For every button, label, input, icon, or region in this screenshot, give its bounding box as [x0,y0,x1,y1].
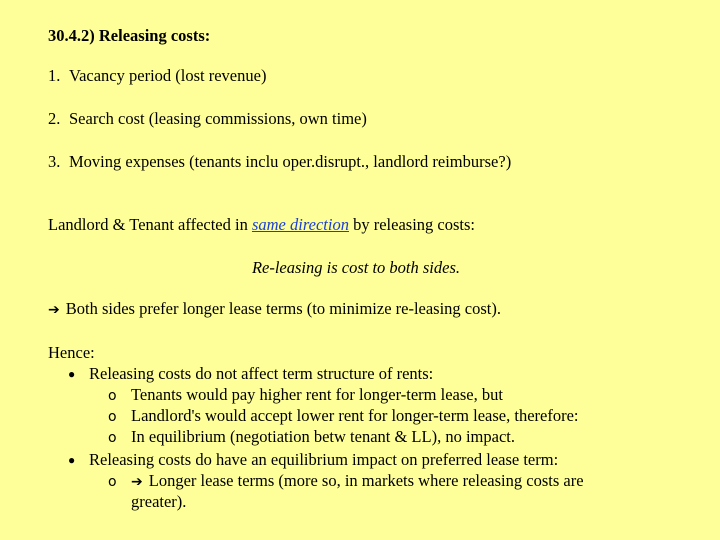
sub-bullet-text: In equilibrium (negotiation betw tenant & LL), no impact. [131,427,515,446]
numbered-item-3 [48,152,511,172]
item-text: Search cost (leasing commissions, own time) [69,109,367,128]
hollow-circle-bullet-icon: o [108,474,117,490]
sub-bullet-text: Tenants would pay higher rent for longer-term lease, but [131,385,503,404]
sub-bullet-1-1 [108,385,503,406]
same-direction-after: by releasing costs: [353,215,475,234]
item-text: Moving expenses (tenants inclu oper.disrupt., landlord reimburse?) [69,152,512,171]
arrow-conclusion-text: Both sides prefer longer lease terms (to minimize re-leasing cost). [65,299,502,318]
sub-bullet-1-3 [108,427,515,448]
centered-note: Re-leasing is cost to both sides. [251,258,461,277]
bullet-text: Releasing costs do have an equilibrium impact on preferred lease term: [89,450,559,469]
right-arrow-icon: ➔ [131,474,143,490]
same-direction-line [48,215,475,235]
item-text: Vacancy period (lost revenue) [69,66,267,85]
numbered-item-2 [48,109,367,129]
hollow-circle-bullet-icon: o [108,430,117,446]
numbered-item-1 [48,66,266,86]
bullet-item-1 [68,364,433,385]
bullet-text: Releasing costs do not affect term structure of rents: [89,364,434,383]
same-direction-before: Landlord & Tenant affected in [48,215,248,234]
sub-bullet-text: Longer lease terms (more so, in markets where releasing costs are [148,471,584,490]
same-direction-link[interactable]: same direction [251,215,349,234]
sub-bullet-1-2 [108,406,579,427]
arrow-conclusion [48,299,501,320]
hollow-circle-bullet-icon: o [108,388,117,404]
hence-label: Hence: [48,343,95,362]
bullet-item-2 [68,450,558,471]
item-number: 3. [48,152,61,171]
item-number: 1. [48,66,61,85]
right-arrow-icon: ➔ [48,302,60,318]
item-number: 2. [48,109,61,128]
filled-circle-bullet-icon: ● [68,367,76,381]
filled-circle-bullet-icon: ● [68,453,76,467]
slide-title: 30.4.2) Releasing costs: [48,26,211,45]
sub-bullet-2-1-continuation: greater). [131,492,187,511]
hollow-circle-bullet-icon: o [108,409,117,425]
sub-bullet-text: Landlord's would accept lower rent for longer-term lease, therefore: [131,406,579,425]
sub-bullet-2-1 [108,471,584,492]
